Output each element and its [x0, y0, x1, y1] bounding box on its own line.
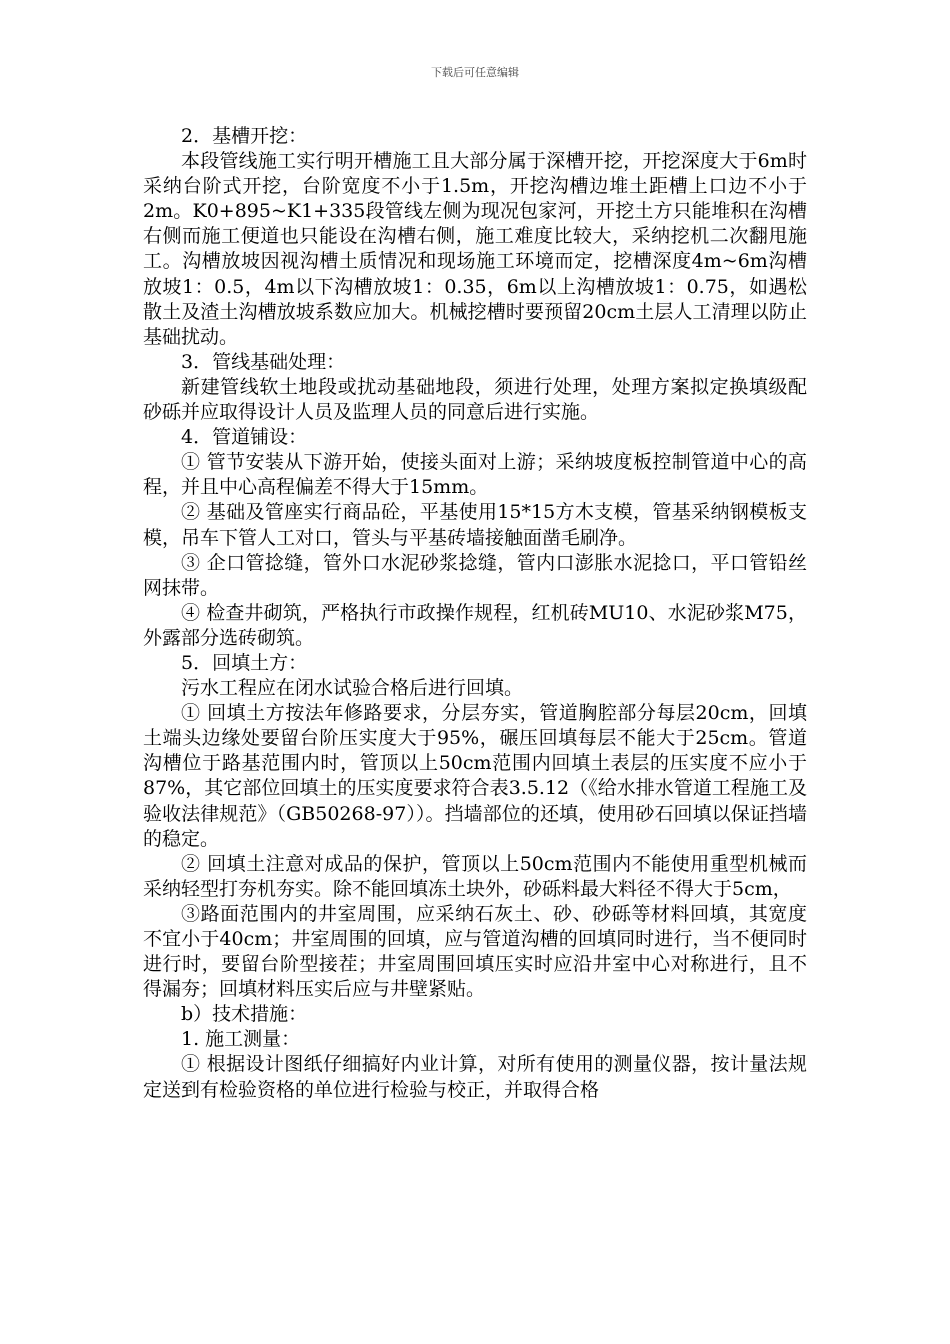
paragraph-excavation-details: 本段管线施工实行明开槽施工且大部分属于深槽开挖，开挖深度大于6m时采纳台阶式开挖，台阶宽度不小于1.5m，开挖沟槽边堆土距槽上口边不小于2m。K0+895~K1+335段管线左侧为现况包家河，开挖土方只能堆积在沟槽右侧而施工便道也只能设在沟槽右侧，施工难度比较大，采纳挖机二次翻甩施工。沟槽放坡因视沟槽土质情况和现场施工环境而定，挖槽深度4m~6m沟槽放坡1：0.5，4m以下沟槽放坡1：0.35，6m以上沟槽放坡1：0.75，如遇松散土及渣土沟槽放坡系数应加大。机械挖槽时要预留20cm土层人工清理以防止基础扰动。: [143, 150, 807, 348]
page-header-note: 下载后可任意编辑: [431, 66, 519, 79]
paragraph-survey-1: ① 根据设计图纸仔细搞好内业计算，对所有使用的测量仪器，按计量法规定送到有检验资格的单位进行检验与校正，并取得合格: [143, 1053, 807, 1101]
paragraph-backfill-intro: 污水工程应在闭水试验合格后进行回填。: [181, 677, 524, 700]
heading-backfill: 5．回填土方：: [181, 651, 308, 674]
heading-trench-excavation: 2．基槽开挖：: [181, 125, 308, 147]
paragraph-pipe-laying-4: ④ 检查井砌筑，严格执行市政操作规程，红机砖MU10、水泥砂浆M75，外露部分选砖砌筑。: [143, 601, 807, 649]
paragraph-pipe-laying-2: ② 基础及管座实行商品砼，平基使用15*15方木支模，管基采纳钢模板支模，吊车下管人工对口，管头与平基砖墙接触面凿毛刷净。: [143, 501, 807, 549]
heading-pipe-laying: 4．管道铺设：: [181, 426, 308, 449]
paragraph-pipe-laying-3: ③ 企口管捻缝，管外口水泥砂浆捻缝，管内口澎胀水泥捻口，平口管铅丝网抹带。: [143, 551, 807, 599]
paragraph-backfill-3: ③路面范围内的井室周围，应采纳石灰土、砂、砂砾等材料回填，其宽度不宜小于40cm；井室周围的回填，应与管道沟槽的回填同时进行，当不便同时进行时，要留台阶型接茬；井室周围回填压实时应沿井室中心对称进行，且不得漏夯；回填材料压实后应与井壁紧贴。: [143, 902, 807, 1001]
heading-foundation-treatment: 3．管线基础处理：: [181, 350, 346, 373]
heading-technical-measures: b）技术措施：: [181, 1003, 308, 1026]
paragraph-foundation-treatment: 新建管线软土地段或扰动基础地段，须进行处理，处理方案拟定换填级配砂砾并应取得设计人员及监理人员的同意后进行实施。: [143, 375, 807, 424]
paragraph-backfill-2: ② 回填土注意对成品的保护，管顶以上50cm范围内不能使用重型机械而采纳轻型打夯机夯实。除不能回填冻土块外，砂砾料最大料径不得大于5cm，: [143, 852, 807, 900]
paragraph-pipe-laying-1: ① 管节安装从下游开始，使接头面对上游；采纳坡度板控制管道中心的高程，并且中心高程偏差不得大于15mm。: [143, 451, 807, 499]
heading-construction-survey: 1. 施工测量：: [181, 1028, 301, 1051]
document-body: [143, 124, 807, 1103]
paragraph-backfill-1: ① 回填土方按法年修路要求，分层夯实，管道胸腔部分每层20cm，回填土端头边缘处要留台阶压实度大于95%，碾压回填每层不能大于25cm。管道沟槽位于路基范围内时，管顶以上50cm范围内回填土表层的压实度不应小于87%，其它部位回填土的压实度要求符合表3.5.12（《给水排水管道工程施工及验收法律规范》（GB50268-97））。挡墙部位的还填，使用砂石回填以保证挡墙的稳定。: [143, 702, 807, 850]
